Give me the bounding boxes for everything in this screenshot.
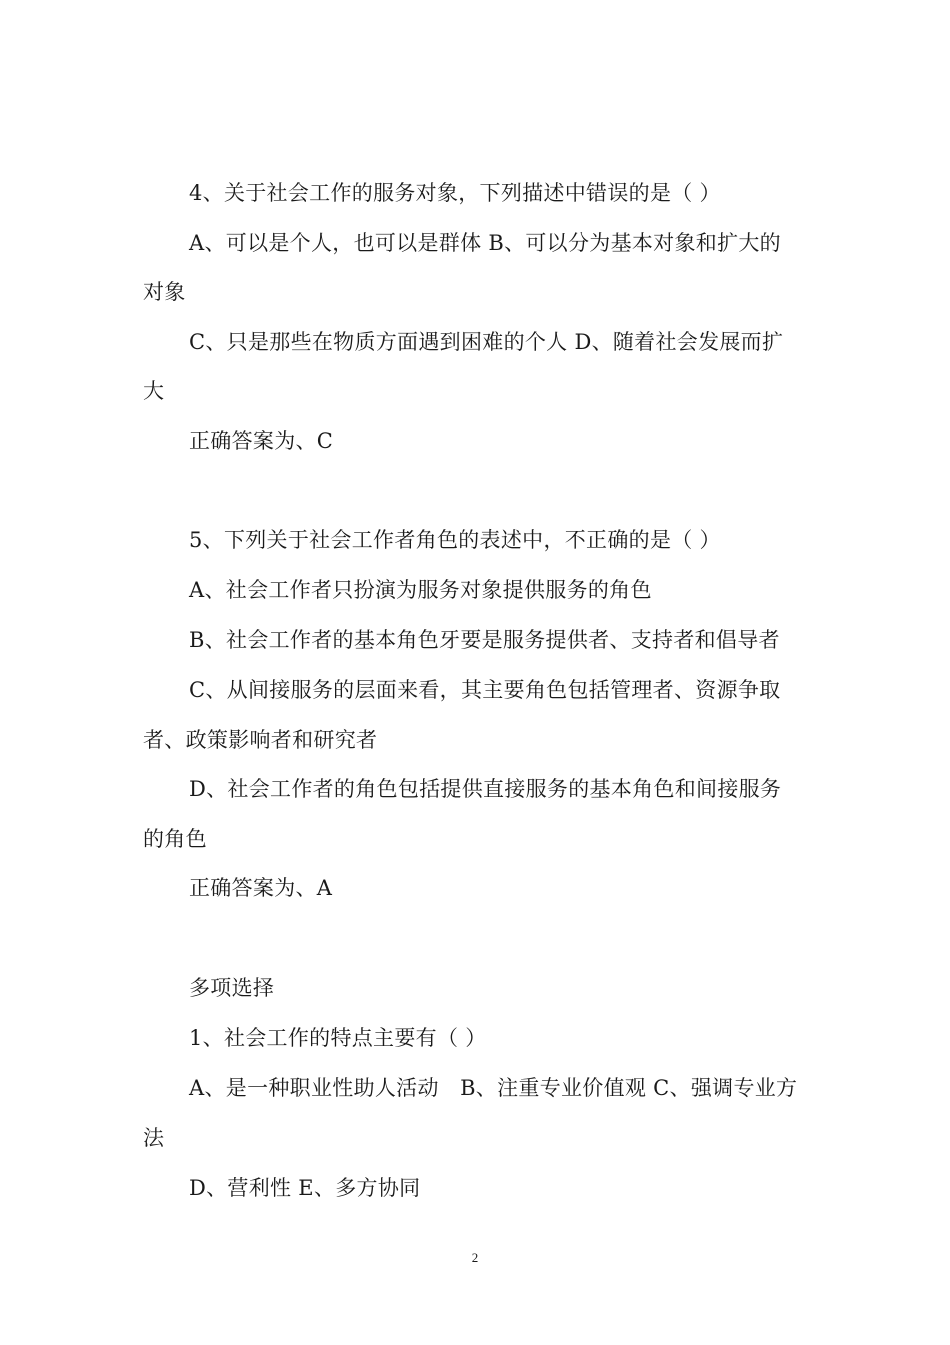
question-5-option-a: A、社会工作者只扮演为服务对象提供服务的角色: [189, 578, 652, 602]
multi-question-1-options-abc: A、是一种职业性助人活动 B、注重专业价值观 C、强调专业方: [189, 1076, 798, 1100]
question-5-option-c: C、从间接服务的层面来看，其主要角色包括管理者、资源争取: [189, 678, 781, 702]
question-4-options-ab: A、可以是个人，也可以是群体 B、可以分为基本对象和扩大的: [189, 231, 781, 255]
question-4-options-cd-continued: 大: [143, 379, 165, 403]
question-5-option-d: D、社会工作者的角色包括提供直接服务的基本角色和间接服务: [189, 777, 782, 801]
question-4-answer: 正确答案为、C: [189, 429, 334, 453]
question-4-options-ab-continued: 对象: [143, 280, 186, 304]
multi-question-1-options-abc-continued: 法: [143, 1126, 165, 1150]
question-5-option-c-continued: 者、政策影响者和研究者: [143, 728, 378, 752]
multi-question-1-stem: 1、社会工作的特点主要有（ ）: [189, 1026, 487, 1050]
section-heading-multiple-choice: 多项选择: [189, 976, 275, 1000]
question-5-option-b: B、社会工作者的基本角色牙要是服务提供者、支持者和倡导者: [189, 628, 780, 652]
multi-question-1-options-de: D、营利性 E、多方协同: [189, 1176, 421, 1200]
question-5-answer: 正确答案为、A: [189, 876, 333, 900]
question-5-option-d-continued: 的角色: [143, 827, 207, 851]
question-4-stem: 4、关于社会工作的服务对象，下列描述中错误的是（ ）: [189, 181, 721, 205]
question-4-options-cd: C、只是那些在物质方面遇到困难的个人 D、随着社会发展而扩: [189, 330, 784, 354]
question-5-stem: 5、下列关于社会工作者角色的表述中，不正确的是（ ）: [189, 528, 721, 552]
page-number: 2: [471, 1250, 479, 1265]
